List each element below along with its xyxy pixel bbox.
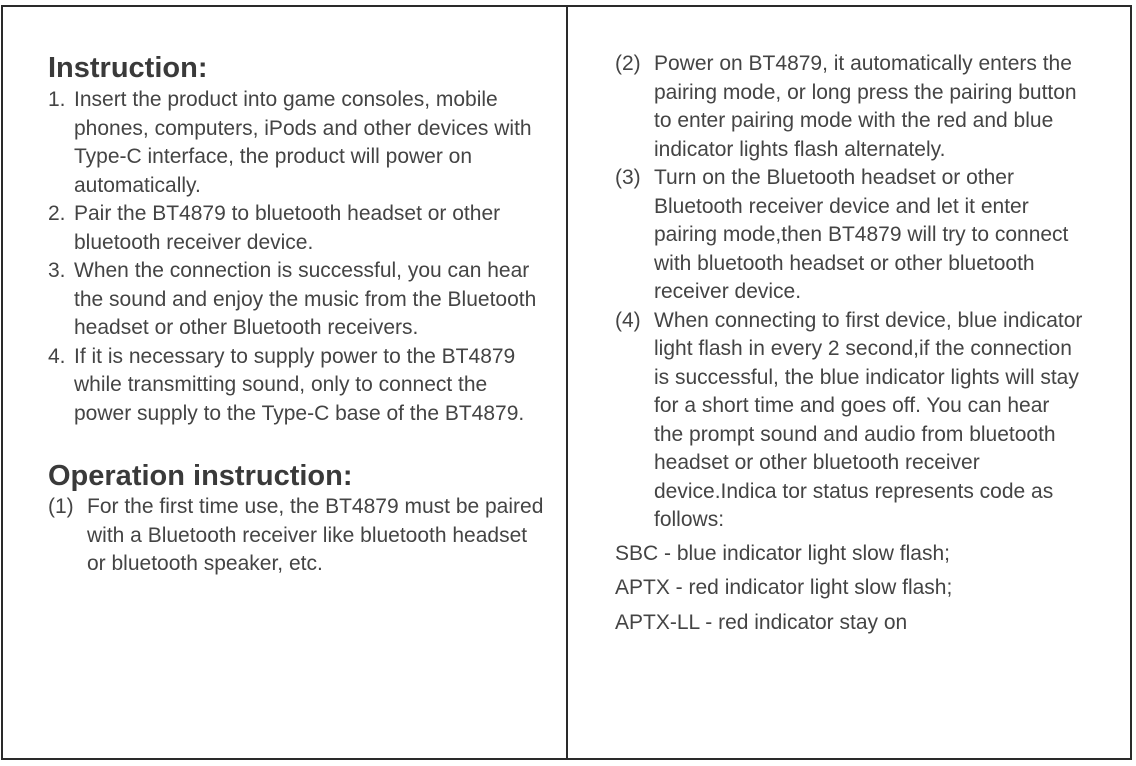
left-column <box>48 0 548 579</box>
item-text: When connecting to first device, blue indicator light flash in every 2 second,if the connection is successful, the blue indicator lights will stay for a short time and goes off. You can hear the prompt sound and audio from bluetooth headset or other bluetooth receiver device.Indica tor status represents code as follows: <box>654 308 1083 531</box>
item-text: Power on BT4879, it automatically enters the pairing mode, or long press the pairing button to enter pairing mode with the red and blue indicator lights flash alternately. <box>654 52 1077 161</box>
item-number: (4) <box>615 308 641 332</box>
item-text: For the first time use, the BT4879 must be paired with a Bluetooth receiver like bluetooth headset or bluetooth speaker, etc. <box>87 495 544 575</box>
item-text: Turn on the Bluetooth headset or other Bluetooth receiver device and let it enter pairing mode,then BT4879 will try to connect with bluetooth headset or other bluetooth receiver device. <box>654 166 1069 303</box>
item-text: Insert the product into game consoles, mobile phones, computers, iPods and other devices with Type-C interface, the product will power on automatically. <box>74 88 532 197</box>
item-number: 1. <box>48 88 66 111</box>
status-line: APTX-LL - red indicator stay on <box>615 610 908 634</box>
status-line: APTX - red indicator light slow flash; <box>615 576 953 599</box>
list-item <box>48 493 547 579</box>
instruction-heading: Instruction: <box>48 52 208 84</box>
operation-heading: Operation instruction: <box>48 460 353 492</box>
list-item <box>615 307 1084 535</box>
list-item <box>48 200 548 257</box>
list-item <box>48 257 548 343</box>
status-line: SBC - blue indicator light slow flash; <box>615 541 950 565</box>
column-divider <box>566 5 568 760</box>
list-item <box>615 50 1084 164</box>
item-number: 4. <box>48 344 66 368</box>
item-number: (1) <box>48 495 74 518</box>
list-item <box>48 86 548 200</box>
item-number: 3. <box>48 259 66 282</box>
item-number: (2) <box>615 52 641 75</box>
list-item <box>48 343 548 429</box>
item-text: If it is necessary to supply power to the BT4879 while transmitting sound, only to connect the power supply to the Type-C base of the BT4879. <box>74 344 525 425</box>
right-column <box>615 50 1115 637</box>
item-number: (3) <box>615 166 641 189</box>
item-text: When the connection is successful, you can hear the sound and enjoy the music from the Bluetooth headset or other Bluetooth receivers. <box>74 259 537 339</box>
list-item <box>615 164 1074 307</box>
item-text: Pair the BT4879 to bluetooth headset or other bluetooth receiver device. <box>74 202 501 254</box>
item-number: 2. <box>48 202 66 225</box>
